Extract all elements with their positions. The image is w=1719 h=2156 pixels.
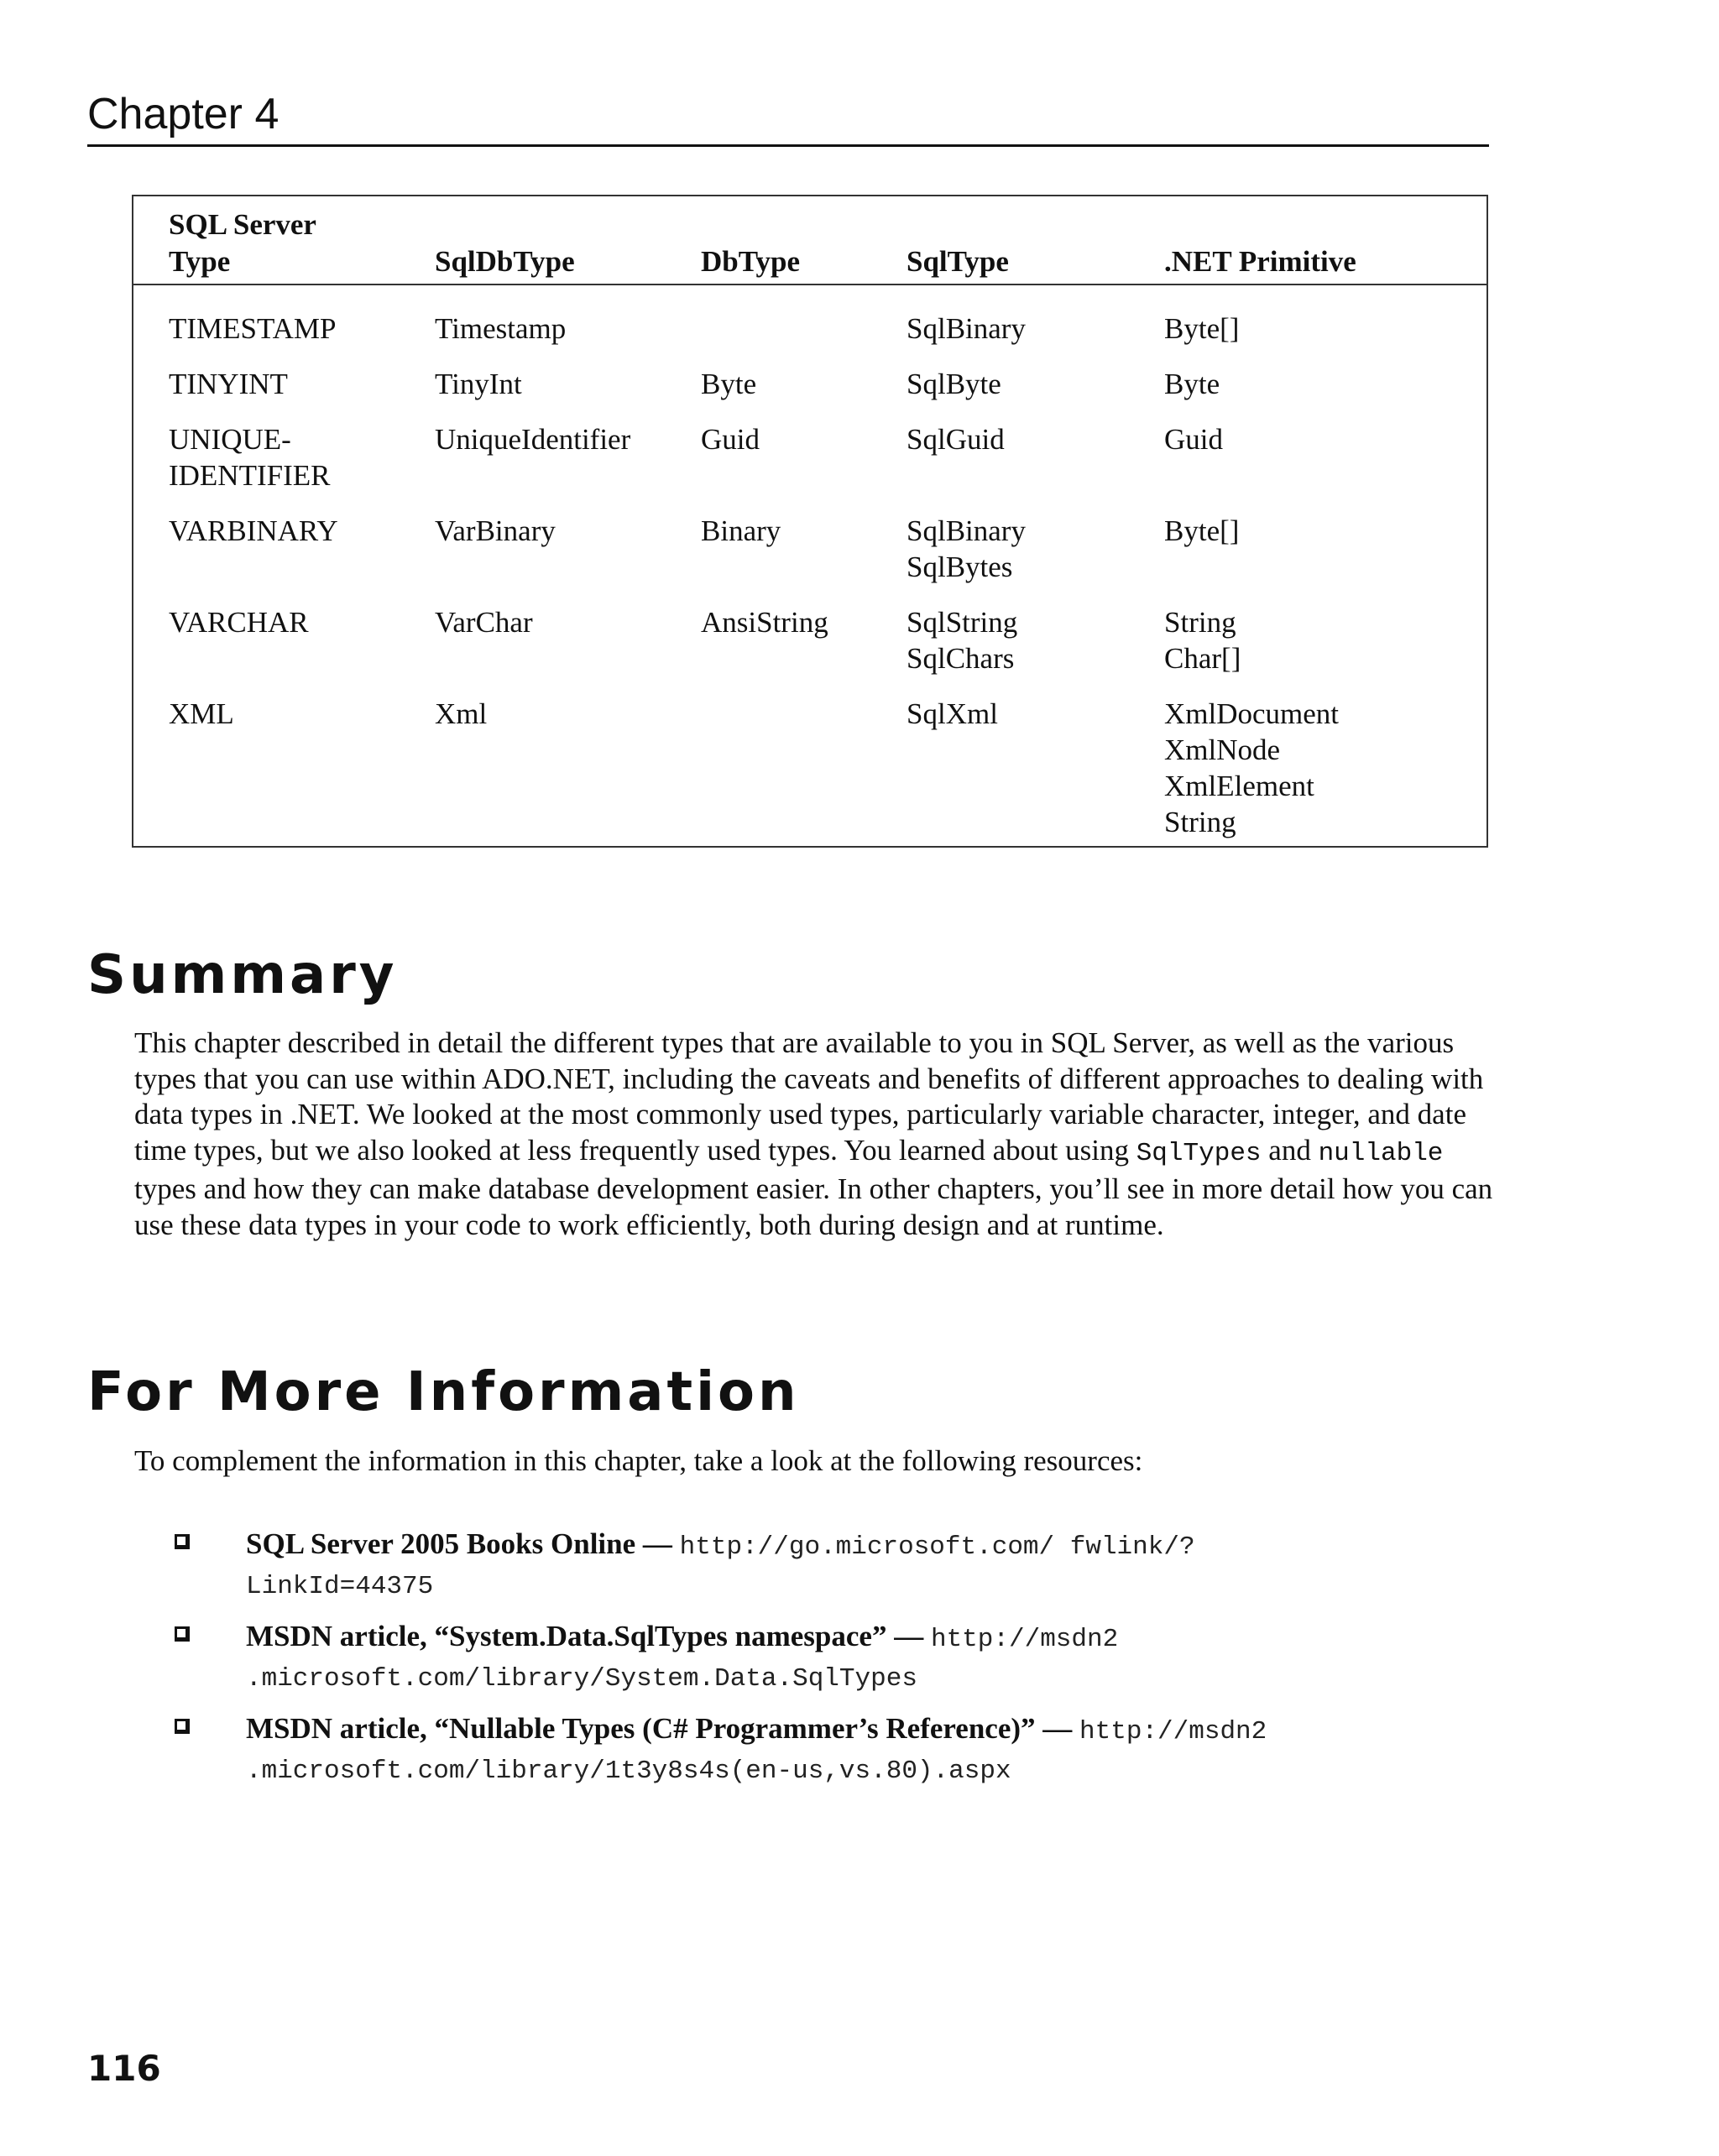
table-cell: TIMESTAMP — [169, 312, 337, 345]
table-cell: Binary — [701, 514, 781, 547]
column-header-sqldbtype: SqlDbType — [435, 245, 575, 278]
table-cell: TINYINT — [169, 368, 288, 400]
table-cell: SqlString SqlChars — [907, 606, 1018, 675]
table-cell: VARBINARY — [169, 514, 338, 547]
table-cell: Byte — [1164, 368, 1220, 400]
column-header-sql-server-type: SQL Server Type — [169, 208, 316, 278]
summary-text: This chapter described in detail the different types that are available to you in SQL Server, as well as the various types that you can use within ADO.NET, including the caveats and benefits of different approaches to dealing with data types in .NET. We looked at the most commonly used types, particularly variable character, integer, and date time types, but we also looked at less frequently used types. You learned about using — [134, 1026, 1484, 1167]
resource-dash: — — [1035, 1712, 1080, 1745]
type-mapping-table — [132, 195, 1488, 848]
table-cell: UniqueIdentifier — [435, 423, 631, 456]
table-cell: VarChar — [435, 606, 533, 639]
inline-code-nullable: nullable — [1318, 1138, 1444, 1168]
more-information-heading: For More Information — [87, 1361, 800, 1423]
table-cell: Byte — [701, 368, 757, 400]
table-cell: SqlXml — [907, 697, 998, 730]
checkbox-bullet-icon — [175, 1626, 190, 1642]
table-cell: VARCHAR — [169, 606, 309, 639]
checkbox-bullet-icon — [175, 1534, 190, 1549]
inline-code-sqltypes: SqlTypes — [1136, 1138, 1262, 1168]
page-number: 116 — [87, 2048, 161, 2089]
resource-dash: — — [886, 1620, 931, 1652]
table-cell: Guid — [1164, 423, 1223, 456]
table-cell: Timestamp — [435, 312, 567, 345]
resource-title: SQL Server 2005 Books Online — [246, 1527, 636, 1560]
table-cell: TinyInt — [435, 368, 522, 400]
checkbox-bullet-icon — [175, 1719, 190, 1734]
table-cell: AnsiString — [701, 606, 828, 639]
column-header-sqltype: SqlType — [907, 245, 1009, 278]
summary-heading: Summary — [87, 944, 398, 1006]
column-header-net-primitive: .NET Primitive — [1164, 245, 1356, 278]
resource-dash: — — [635, 1527, 680, 1560]
table-cell: String Char[] — [1164, 606, 1241, 675]
table-cell: SqlByte — [907, 368, 1001, 400]
table-cell: XML — [169, 697, 234, 730]
table-cell: Guid — [701, 423, 760, 456]
table-cell: UNIQUE- IDENTIFIER — [169, 423, 331, 492]
table-cell: SqlGuid — [907, 423, 1005, 456]
summary-paragraph — [134, 1026, 1494, 1243]
resource-url-link[interactable]: http://go.microsoft.com/ fwlink/?LinkId=44375 — [246, 1532, 1195, 1601]
table-cell: Byte[] — [1164, 312, 1240, 345]
column-header-dbtype: DbType — [701, 245, 800, 278]
table-header-row — [133, 196, 1486, 285]
resource-title: MSDN article, “System.Data.SqlTypes namespace” — [246, 1620, 887, 1652]
table-cell: SqlBinary SqlBytes — [907, 514, 1026, 583]
resource-url-link[interactable]: http://msdn2 .microsoft.com/library/System.Data.SqlTypes — [246, 1625, 1119, 1694]
chapter-label: Chapter 4 — [87, 90, 280, 138]
resource-entry — [246, 1618, 1379, 1697]
summary-text: types and how they can make database development easier. In other chapters, you’ll see in more detail how you can use these data types in your code to work efficiently, both during design and at runtime. — [134, 1172, 1493, 1241]
resource-title: MSDN article, “Nullable Types (C# Programmer’s Reference)” — [246, 1712, 1036, 1745]
more-information-intro: To complement the information in this chapter, take a look at the following resources: — [134, 1444, 1143, 1477]
summary-text: and — [1261, 1133, 1319, 1167]
table-cell: SqlBinary — [907, 312, 1026, 345]
page-header — [87, 84, 1489, 147]
resource-url-link[interactable]: http://msdn2 .microsoft.com/library/1t3y8s4s(en-us,vs.80).aspx — [246, 1717, 1267, 1786]
table-cell: XmlDocument XmlNode XmlElement String — [1164, 697, 1340, 838]
table-cell: VarBinary — [435, 514, 556, 547]
table-cell: Xml — [435, 697, 488, 730]
resource-entry — [246, 1710, 1379, 1789]
table-cell: Byte[] — [1164, 514, 1240, 547]
resource-entry — [246, 1526, 1379, 1605]
